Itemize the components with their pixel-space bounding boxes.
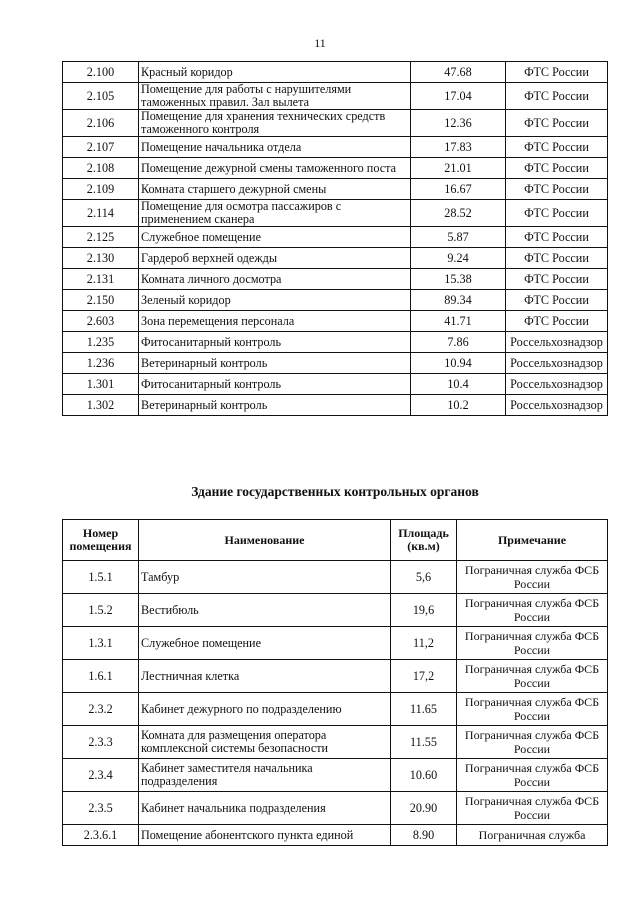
room-number-cell: 2.3.5 <box>63 792 139 825</box>
room-name-cell: Фитосанитарный контроль <box>139 332 411 353</box>
table-row <box>63 227 608 248</box>
table-row <box>63 332 608 353</box>
table-row <box>63 269 608 290</box>
area-cell: 11.55 <box>391 726 457 759</box>
note-cell: Пограничная служба ФСБ России <box>457 627 608 660</box>
table-row <box>63 248 608 269</box>
room-number-cell: 2.100 <box>63 62 139 83</box>
table-row <box>63 693 608 726</box>
area-cell: 5,6 <box>391 561 457 594</box>
area-cell: 11,2 <box>391 627 457 660</box>
note-cell: ФТС России <box>506 179 608 200</box>
table-row <box>63 158 608 179</box>
note-cell: ФТС России <box>506 248 608 269</box>
note-cell: ФТС России <box>506 290 608 311</box>
room-number-cell: 2.131 <box>63 269 139 290</box>
room-number-cell: 2.114 <box>63 200 139 227</box>
area-cell: 41.71 <box>411 311 506 332</box>
room-name-cell: Помещение дежурной смены таможенного поста <box>139 158 411 179</box>
header-name: Наименование <box>139 520 391 561</box>
room-number-cell: 2.105 <box>63 83 139 110</box>
note-cell: ФТС России <box>506 83 608 110</box>
note-cell: Пограничная служба <box>457 825 608 846</box>
area-cell: 17,2 <box>391 660 457 693</box>
note-cell: Пограничная служба ФСБ России <box>457 792 608 825</box>
room-name-cell: Ветеринарный контроль <box>139 353 411 374</box>
room-name-cell: Кабинет дежурного по подразделению <box>139 693 391 726</box>
area-cell: 11.65 <box>391 693 457 726</box>
note-cell: Россельхознадзор <box>506 353 608 374</box>
note-cell: ФТС России <box>506 137 608 158</box>
room-name-cell: Помещение для работы с нарушителями таможенных правил. Зал вылета <box>139 83 411 110</box>
room-number-cell: 2.109 <box>63 179 139 200</box>
note-cell: Пограничная служба ФСБ России <box>457 693 608 726</box>
room-name-cell: Лестничная клетка <box>139 660 391 693</box>
table-row <box>63 594 608 627</box>
area-cell: 10.4 <box>411 374 506 395</box>
room-number-cell: 1.5.2 <box>63 594 139 627</box>
page-number: 11 <box>314 36 326 50</box>
note-cell: ФТС России <box>506 110 608 137</box>
area-cell: 9.24 <box>411 248 506 269</box>
table-row <box>63 395 608 416</box>
table-row <box>63 62 608 83</box>
table-header-row <box>63 520 608 561</box>
room-number-cell: 1.301 <box>63 374 139 395</box>
room-name-cell: Вестибюль <box>139 594 391 627</box>
section-title: Здание государственных контрольных органов <box>191 484 479 499</box>
table-row <box>63 179 608 200</box>
area-cell: 10.94 <box>411 353 506 374</box>
table-row <box>63 374 608 395</box>
room-name-cell: Комната для размещения оператора комплексной системы безопасности <box>139 726 391 759</box>
table-row <box>63 200 608 227</box>
room-number-cell: 2.125 <box>63 227 139 248</box>
area-cell: 20.90 <box>391 792 457 825</box>
table-row <box>63 83 608 110</box>
note-cell: ФТС России <box>506 200 608 227</box>
room-number-cell: 2.106 <box>63 110 139 137</box>
note-cell: Россельхознадзор <box>506 374 608 395</box>
room-number-cell: 2.107 <box>63 137 139 158</box>
room-number-cell: 2.3.2 <box>63 693 139 726</box>
area-cell: 28.52 <box>411 200 506 227</box>
room-name-cell: Служебное помещение <box>139 227 411 248</box>
room-name-cell: Помещение для хранения технических средств таможенного контроля <box>139 110 411 137</box>
table-row <box>63 290 608 311</box>
area-cell: 89.34 <box>411 290 506 311</box>
header-area: Площадь (кв.м) <box>391 520 457 561</box>
room-name-cell: Фитосанитарный контроль <box>139 374 411 395</box>
room-number-cell: 1.5.1 <box>63 561 139 594</box>
area-cell: 7.86 <box>411 332 506 353</box>
table-row <box>63 627 608 660</box>
table-row <box>63 353 608 374</box>
table-row <box>63 759 608 792</box>
area-cell: 19,6 <box>391 594 457 627</box>
room-number-cell: 1.302 <box>63 395 139 416</box>
table-row <box>63 726 608 759</box>
note-cell: ФТС России <box>506 227 608 248</box>
area-cell: 17.83 <box>411 137 506 158</box>
area-cell: 5.87 <box>411 227 506 248</box>
area-cell: 10.60 <box>391 759 457 792</box>
note-cell: Пограничная служба ФСБ России <box>457 561 608 594</box>
room-number-cell: 2.130 <box>63 248 139 269</box>
room-name-cell: Красный коридор <box>139 62 411 83</box>
area-cell: 21.01 <box>411 158 506 179</box>
room-number-cell: 2.3.3 <box>63 726 139 759</box>
note-cell: Пограничная служба ФСБ России <box>457 660 608 693</box>
room-name-cell: Кабинет заместителя начальника подразделения <box>139 759 391 792</box>
note-cell: Пограничная служба ФСБ России <box>457 726 608 759</box>
room-number-cell: 2.150 <box>63 290 139 311</box>
note-cell: Пограничная служба ФСБ России <box>457 594 608 627</box>
room-name-cell: Комната личного досмотра <box>139 269 411 290</box>
room-name-cell: Помещение для осмотра пассажиров с применением сканера <box>139 200 411 227</box>
table-row <box>63 110 608 137</box>
note-cell: Пограничная служба ФСБ России <box>457 759 608 792</box>
room-name-cell: Комната старшего дежурной смены <box>139 179 411 200</box>
rooms-table-control-building <box>62 519 608 846</box>
header-room-number: Номер помещения <box>63 520 139 561</box>
table-row <box>63 137 608 158</box>
area-cell: 12.36 <box>411 110 506 137</box>
room-name-cell: Зона перемещения персонала <box>139 311 411 332</box>
room-name-cell: Кабинет начальника подразделения <box>139 792 391 825</box>
room-name-cell: Тамбур <box>139 561 391 594</box>
room-name-cell: Помещение абонентского пункта единой <box>139 825 391 846</box>
note-cell: ФТС России <box>506 158 608 179</box>
note-cell: ФТС России <box>506 269 608 290</box>
area-cell: 47.68 <box>411 62 506 83</box>
note-cell: Россельхознадзор <box>506 332 608 353</box>
table-row <box>63 792 608 825</box>
room-name-cell: Ветеринарный контроль <box>139 395 411 416</box>
table-row <box>63 311 608 332</box>
room-name-cell: Служебное помещение <box>139 627 391 660</box>
room-number-cell: 2.3.4 <box>63 759 139 792</box>
table-row <box>63 825 608 846</box>
room-number-cell: 2.108 <box>63 158 139 179</box>
room-number-cell: 1.6.1 <box>63 660 139 693</box>
table-row <box>63 660 608 693</box>
area-cell: 15.38 <box>411 269 506 290</box>
note-cell: ФТС России <box>506 62 608 83</box>
area-cell: 17.04 <box>411 83 506 110</box>
room-number-cell: 1.235 <box>63 332 139 353</box>
note-cell: Россельхознадзор <box>506 395 608 416</box>
room-name-cell: Зеленый коридор <box>139 290 411 311</box>
room-name-cell: Гардероб верхней одежды <box>139 248 411 269</box>
area-cell: 16.67 <box>411 179 506 200</box>
header-note: Примечание <box>457 520 608 561</box>
area-cell: 10.2 <box>411 395 506 416</box>
room-number-cell: 2.603 <box>63 311 139 332</box>
room-number-cell: 2.3.6.1 <box>63 825 139 846</box>
rooms-table-terminal <box>62 61 608 416</box>
room-number-cell: 1.236 <box>63 353 139 374</box>
area-cell: 8.90 <box>391 825 457 846</box>
room-number-cell: 1.3.1 <box>63 627 139 660</box>
table-row <box>63 561 608 594</box>
note-cell: ФТС России <box>506 311 608 332</box>
room-name-cell: Помещение начальника отдела <box>139 137 411 158</box>
